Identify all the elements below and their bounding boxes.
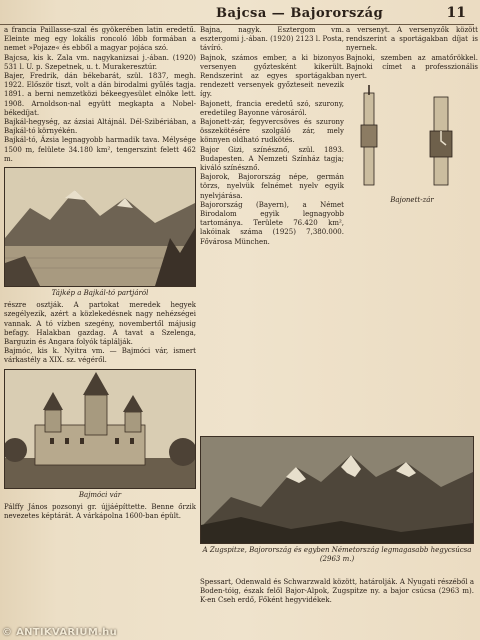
bajmoc-castle-engraving [4, 369, 196, 489]
entry-paragraph: Bajonett, francia eredetű szó, szurony, eredetileg Bayonne városáról. [200, 99, 344, 117]
bottom-text-block [200, 578, 474, 640]
entry-paragraph: Bajor Gizi, színésznő, szül. 1893. Budapesten. A Nemzeti Színház tagja; kiváló színésznő. [200, 145, 344, 173]
bajkal-lake-engraving [4, 167, 196, 287]
castle-illustration [5, 370, 195, 488]
page-number: 11 [446, 5, 466, 21]
entry-paragraph: Bajer, Fredrik, dán békebarát, szül. 1837, megh. 1922. Először tiszt, volt a dán birodalmi gyűlés tagja. 1891. a berni nemzetközi békeegyesület elnöke lett. 1908. Arnoldson-nal együtt megkapta a Nobel-békedíjat. [4, 72, 196, 117]
zugspitze-engraving [200, 436, 474, 544]
entry-paragraph: Bajnoki, szemben az amatőrökkel. Bajnoki címet a professzionális nyert. [346, 53, 478, 81]
entry-paragraph: részre osztják. A partokat meredek hegyek szegélyezik, azért a közlekedésnek nagy nehézségei vannak. A tó vízben szegény, novembertől májusig befagy. Halakban gazdag. A tavat a Szelenga, Barguzin és Angara folyók táplálják. [4, 301, 196, 347]
entry-paragraph: Spessart, Odenwald és Schwarzwald között, határolják. A Nyugati részéből a Boden-tóig, észak felől Bajor-Alpok, Zugspitze ny. a bajor csúcsa (2963 m). K-en Cseh erdő, Főként hegyvidékek. [200, 578, 474, 605]
right-column [346, 26, 478, 434]
entry-paragraph: Bajna, nagyk. Esztergom vm. esztergomi j.-ában. (1920) 2123 l. Posta, távíró. [200, 26, 344, 53]
figure-caption: A Zugspitze, Bajorország és egyben Németország legmagasabb hegycsúcsa (2963 m.) [202, 546, 472, 564]
page-header [6, 4, 472, 24]
entry-paragraph: Bajmóc, kis k. Nyitra vm. — Bajmóci vár, ismert várkastély a XIX. sz. végéről. [4, 347, 196, 365]
bayonet-lock-diagram [346, 85, 478, 195]
entry-paragraph: Bajorok, Bajorország népe, germán törzs, nyelvük felnémet nyelv egyik nyelvjárása. [200, 173, 344, 200]
figure-caption: Bajonett-zár [390, 196, 434, 205]
bayonet-lock-illustration [346, 85, 478, 195]
entry-paragraph: Bajorország (Bayern), a Német Birodalom egyik legnagyobb tartománya. Területe 76.420 km², lakóinak száma (1925) 7,380.000. Fővárosa München. [200, 200, 344, 246]
middle-column [200, 26, 344, 434]
header-rule [0, 24, 474, 25]
watermark: © ANTIKVARIUM.hu [2, 627, 118, 638]
entry-paragraph: Bajkál-hegység, az ázsiai Altájnál. Dél-Szibériában, a Bajkál-tó környékén. [4, 118, 196, 136]
entry-paragraph: Bajcsa, kis k. Zala vm. nagykanizsai j.-ában. (1920) 531 l. U. p. Szepetnek, u. t. Murakeresztúr. [4, 53, 196, 71]
mountain-illustration [201, 437, 473, 543]
entry-paragraph: a francia Paillasse-szal és gyökerében latin eredetű. Eleinte meg egy lokális roncoló lőbb formában a nemet »Pojaze« és ebből a magyar pojáca szó. [4, 26, 196, 53]
entry-paragraph: Pálffy János pozsonyi gr. újjáépíttette. Benne őrzik nevezetes képtárát. A várkápolna 1600-ban épült. [4, 502, 196, 521]
lake-landscape-illustration [5, 168, 195, 286]
running-title: Bajcsa — Bajorország [216, 6, 384, 21]
entry-paragraph: Bajkál-tó, Ázsia legnagyobb harmadik tava. Mélysége 1500 m, felülete 34.180 km², tengerszint felett 462 m. [4, 136, 196, 163]
entry-paragraph: Bajonett-zár, fegyvercsöves és szurony összekötésére szolgáló zár, mely könnyen oldható rudkötés. [200, 118, 344, 145]
entry-paragraph: Bajnok, számos ember, a ki bizonyos versenyen győztesként kikerült. Rendszerint az egyes sportágakban rendezett versenyek győzteseit nevezik így. [200, 53, 344, 99]
figure-caption: Bajmóci vár [78, 490, 122, 499]
zugspitze-figure-block [200, 436, 474, 564]
entry-paragraph: a versenyt. A versenyzők között rendszerint a sportágakban díjat is nyernek. [346, 26, 478, 53]
figure-caption: Tájkép a Bajkál-tó partjáról [51, 289, 149, 298]
left-column [4, 26, 196, 640]
